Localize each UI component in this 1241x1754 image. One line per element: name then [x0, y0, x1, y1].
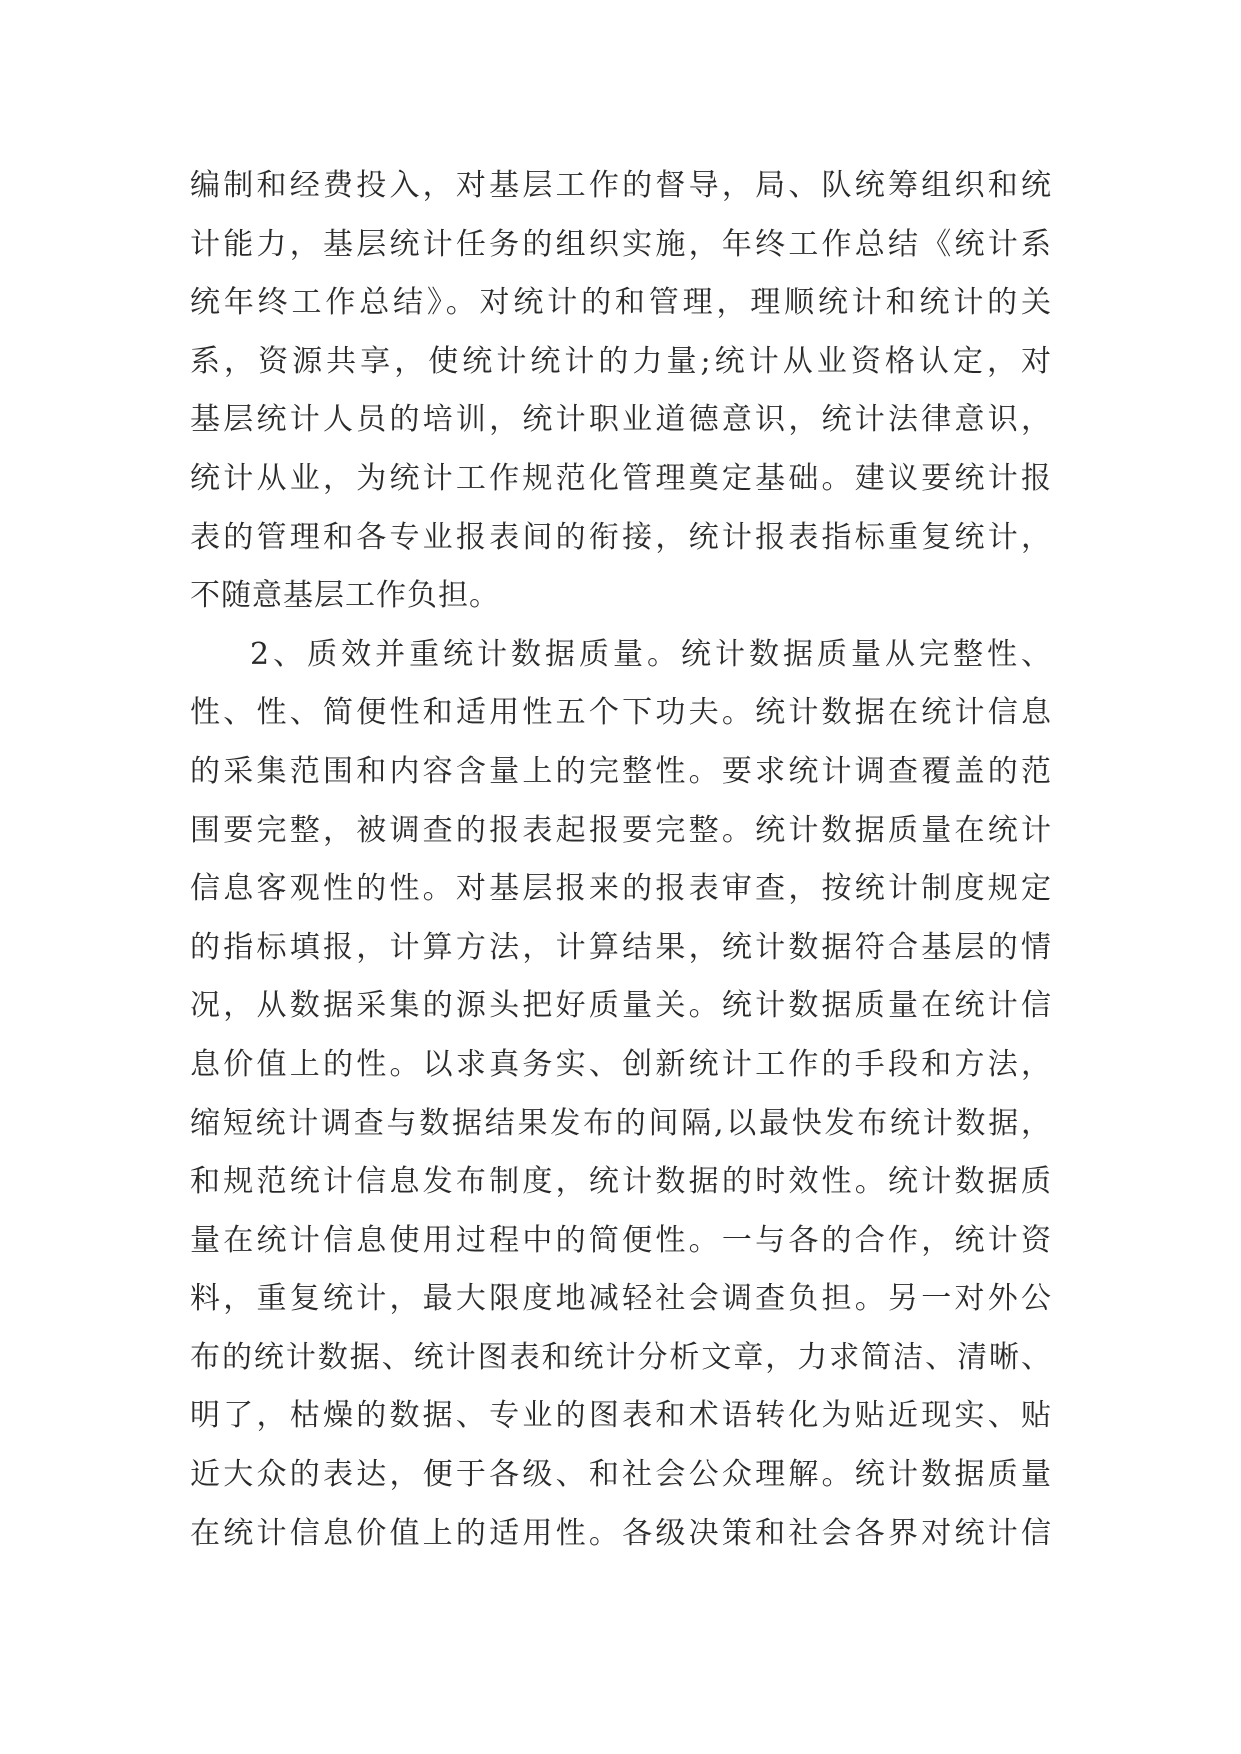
body-text — [190, 157, 1060, 1563]
text-line: 布的统计数据、统计图表和统计分析文章，力求简洁、清晰、 — [190, 1339, 1052, 1375]
text-line: 表的管理和各专业报表间的衔接，统计报表指标重复统计， — [190, 519, 1052, 555]
text-line: 统计从业，为统计工作规范化管理奠定基础。建议要统计报 — [190, 460, 1052, 496]
text-line: 编制和经费投入，对基层工作的督导，局、队统筹组织和统 — [190, 168, 1052, 203]
text-line: 信息客观性的性。对基层报来的报表审查，按统计制度规定 — [190, 871, 1052, 907]
text-line: 在统计信息价值上的适用性。各级决策和社会各界对统计信 — [190, 1515, 1052, 1551]
text-line: 基层统计人员的培训，统计职业道德意识，统计法律意识， — [190, 402, 1052, 438]
text-line: 统年终工作总结》。对统计的和管理，理顺统计和统计的关 — [190, 285, 1052, 321]
text-line: 性、性、简便性和适用性五个下功夫。统计数据在统计信息 — [190, 695, 1052, 731]
text-line: 的采集范围和内容含量上的完整性。要求统计调查覆盖的范 — [190, 753, 1052, 789]
text-line: 不随意基层工作负担。 — [190, 578, 500, 614]
text-line: 息价值上的性。以求真务实、创新统计工作的手段和方法， — [190, 1046, 1052, 1082]
text-line: 围要完整，被调查的报表起报要完整。统计数据质量在统计 — [190, 812, 1052, 848]
text-line: 明了，枯燥的数据、专业的图表和术语转化为贴近现实、贴 — [190, 1398, 1052, 1434]
text-line: 料，重复统计，最大限度地减轻社会调查负担。另一对外公 — [190, 1281, 1052, 1317]
text-line: 近大众的表达，便于各级、和社会公众理解。统计数据质量 — [190, 1457, 1052, 1493]
text-line: 的指标填报，计算方法，计算结果，统计数据符合基层的情 — [190, 929, 1052, 965]
text-line: 系，资源共享，使统计统计的力量;统计从业资格认定，对 — [190, 343, 1052, 379]
text-line-paragraph-start: 2、质效并重统计数据质量。统计数据质量从完整性、 — [250, 636, 1052, 672]
text-line: 缩短统计调查与数据结果发布的间隔,以最快发布统计数据， — [190, 1105, 1052, 1141]
text-line: 计能力，基层统计任务的组织实施，年终工作总结《统计系 — [190, 226, 1052, 262]
text-line: 况，从数据采集的源头把好质量关。统计数据质量在统计信 — [190, 988, 1052, 1024]
text-line: 量在统计信息使用过程中的简便性。一与各的合作，统计资 — [190, 1222, 1052, 1258]
text-line: 和规范统计信息发布制度，统计数据的时效性。统计数据质 — [190, 1164, 1052, 1200]
